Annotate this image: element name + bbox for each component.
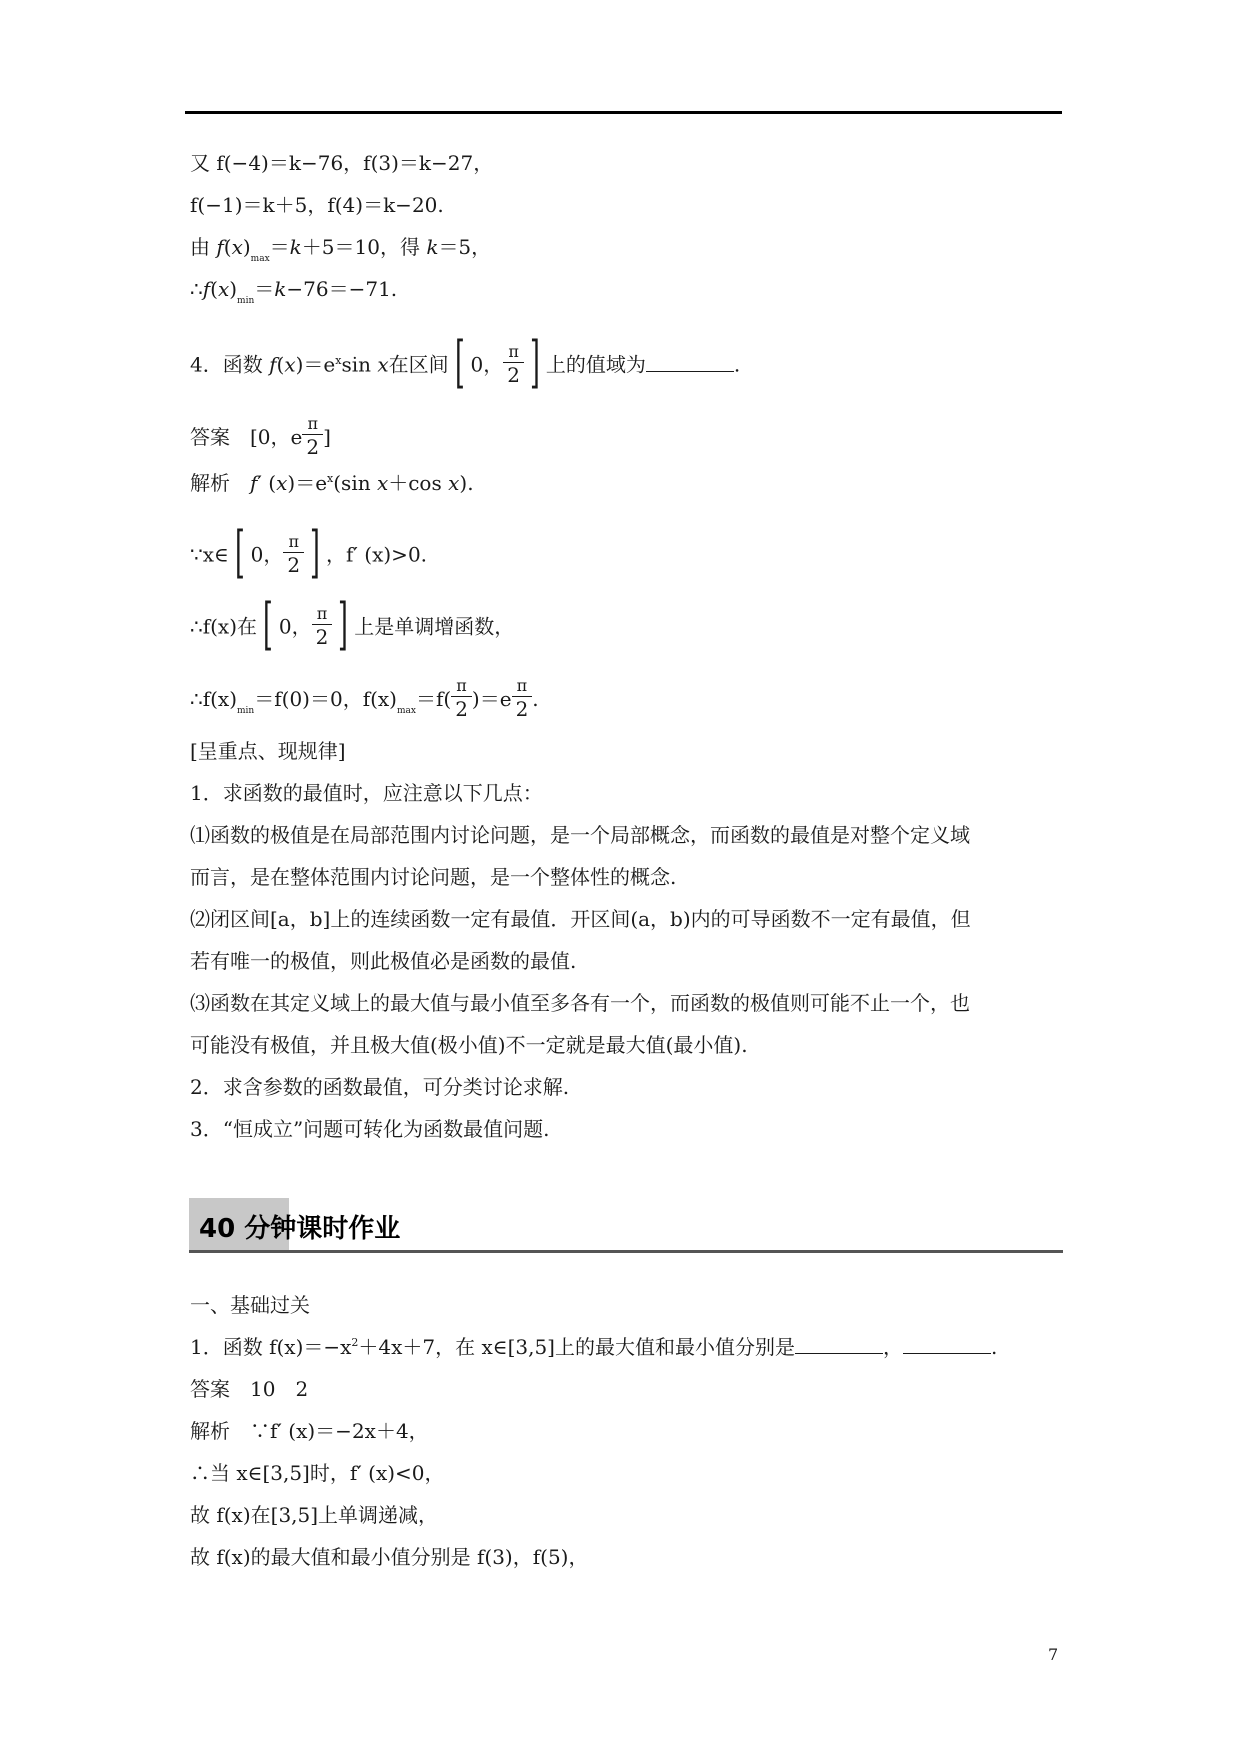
header-rule (185, 111, 1062, 114)
text-line-3: 由 $f(x)_{max}=k+5=10$，得 k＝5， (190, 235, 492, 264)
q4-mid: 在区间 (388, 352, 449, 377)
text-line-2: f(−1)＝k＋5，f(4)＝k−20. (190, 193, 444, 217)
analysis-extrema: $\therefore f(x)_{min}=f(0)=0$，$f(x)_{max}=f$( $\frac{\pi}{2}$ )＝e $\frac{\pi}{2}$ . (190, 676, 539, 721)
paragraph: 可能没有极值，并且极大值(极小值)不一定就是最大值(最小值). (190, 1033, 748, 1057)
paragraph: 而言，是在整体范围内讨论问题，是一个整体性的概念. (190, 865, 677, 889)
section-header (189, 1198, 1063, 1254)
right-bracket: ] (529, 330, 540, 395)
analysis-condition: ∵x∈ [ 0， $\frac{\pi}{2}$ ] ，f′ (x)>0. (190, 520, 428, 585)
analysis-line: 解析 f′ $(x)=e^x(\sin$ x＋cos x). (190, 471, 474, 495)
paragraph: ⑶函数在其定义域上的最大值与最小值至多各有一个，而函数的极值则可能不止一个，也 (190, 991, 970, 1015)
pi-over-2-fraction: $\frac{\pi}{2}$ (503, 342, 524, 387)
paragraph: ⑴函数的极值是在局部范围内讨论问题，是一个局部概念，而函数的最值是对整个定义域 (190, 823, 970, 847)
paragraph: 2．求含参数的函数最值，可分类讨论求解. (190, 1075, 570, 1099)
section-rule (189, 1250, 1063, 1253)
analysis-monotone: ∴f(x)在 [ 0， $\frac{\pi}{2}$ ] 上是单调增函数， (190, 592, 515, 657)
text-line-1: 又 f(−4)＝k−76，f(3)＝k−27， (190, 151, 494, 175)
paragraph: 3．“恒成立”问题可转化为函数最值问题. (190, 1117, 550, 1141)
section-title: 40 分钟课时作业 (199, 1214, 401, 1244)
q4-suffix: 上的值域为 (545, 352, 646, 377)
analysis-line: 解析 ∵f′ (x)＝−2x＋4， (190, 1419, 429, 1443)
analysis-line: 故 f(x)在[3,5]上单调递减， (190, 1503, 439, 1527)
left-bracket: [ (454, 330, 465, 395)
subsection-heading: 一、基础过关 (190, 1293, 310, 1317)
text-line-4: $\therefore f(x)_{min}=k-76=-71$. (190, 277, 398, 306)
answer-blank (903, 1335, 991, 1354)
paragraph: ⑵闭区间[a，b]上的连续函数一定有最值．开区间(a，b)内的可导函数不一定有最值，但 (190, 907, 971, 931)
q4-prefix: 4．函数 (190, 352, 270, 377)
answer-blank (646, 353, 734, 372)
pi-over-2-fraction: $\frac{\pi}{2}$ (302, 414, 323, 459)
answer-blank (795, 1335, 883, 1354)
question-4: 4．函数 $f(x)=e^x\sin$ x在区间 [ 0， $\frac{\pi}{2}$ ] 上的值域为 . (190, 330, 741, 395)
page-number: 7 (1048, 1645, 1059, 1664)
answer-line: 答案 10 2 (190, 1377, 309, 1401)
question-1: 1．函数 $f(x)=-x^2+4x+7$，在 x∈[3,5]上的最大值和最小值分别是 ， . (190, 1335, 998, 1359)
analysis-line: 故 f(x)的最大值和最小值分别是 f(3)，f(5)， (190, 1545, 589, 1569)
pi-over-2-fraction: $\frac{\pi}{2}$ (312, 604, 333, 649)
answer-label: 答案 (190, 425, 230, 449)
analysis-line: ∴当 x∈[3,5]时，f′ (x)<0， (190, 1461, 445, 1485)
pi-over-2-fraction: $\frac{\pi}{2}$ (283, 532, 304, 577)
analysis-label: 解析 (190, 471, 230, 495)
answer-line: 答案 [0，e $\frac{\pi}{2}$ ] (190, 414, 331, 459)
paragraph: 1．求函数的最值时，应注意以下几点： (190, 781, 543, 805)
paragraph: 若有唯一的极值，则此极值必是函数的最值. (190, 949, 577, 973)
key-points-heading: [呈重点、现规律] (190, 739, 346, 763)
